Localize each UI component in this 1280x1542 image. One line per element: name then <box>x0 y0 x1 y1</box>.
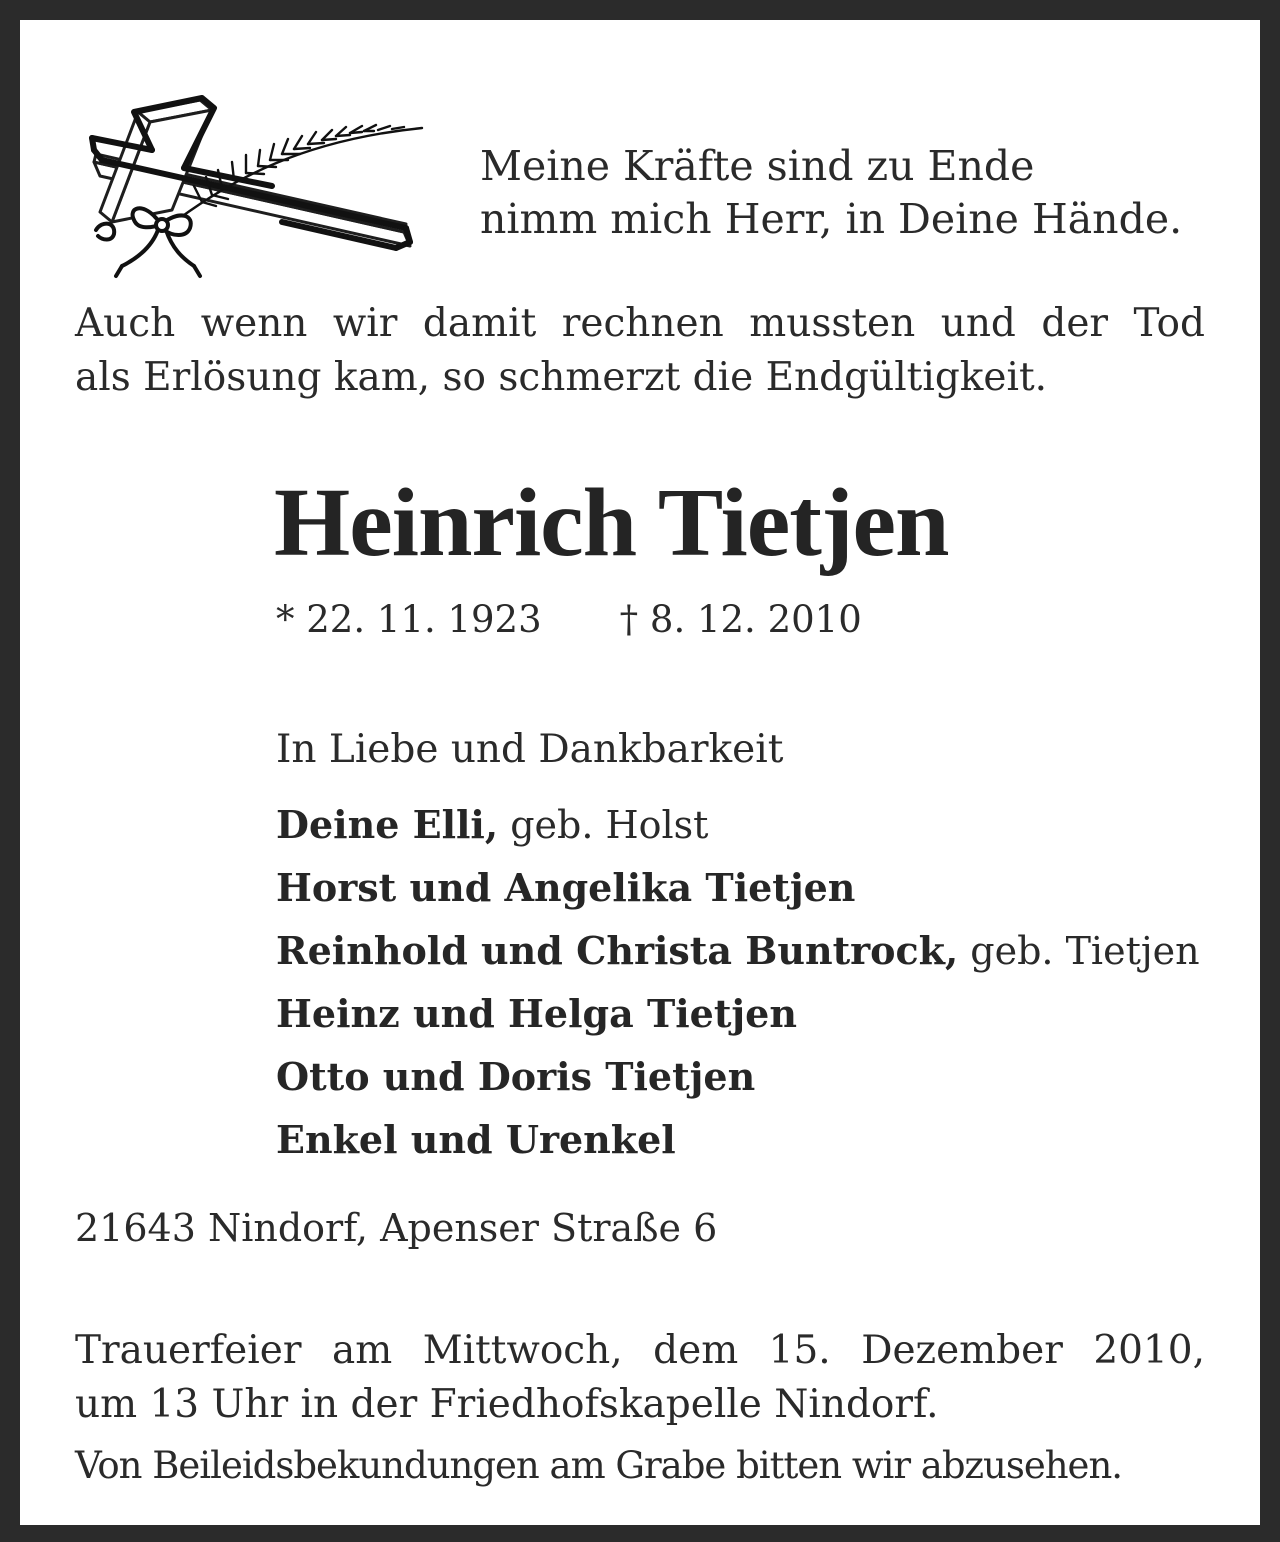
cross-with-palm-branch-icon <box>72 90 442 280</box>
deceased-name: Heinrich Tietjen <box>274 469 949 577</box>
mourner-suffix: geb. Holst <box>498 803 709 847</box>
dedication: In Liebe und Dankbarkeit <box>276 727 784 772</box>
mourner-name: Reinhold und Christa Buntrock, <box>276 928 959 973</box>
mourner-name: Deine Elli, <box>276 802 499 847</box>
verse-line-2: nimm mich Herr, in Deine Hände. <box>480 195 1183 243</box>
intro-line-2: als Erlösung kam, so schmerzt die Endgültigkeit. <box>75 355 1048 400</box>
obituary-card <box>20 20 1260 1525</box>
mourner-name: Otto und Doris Tietjen <box>276 1054 756 1099</box>
mourner-line <box>276 1048 1200 1111</box>
mourner-suffix: geb. Tietjen <box>958 929 1200 973</box>
funeral-service-info <box>75 1324 1205 1432</box>
death-date: † 8. 12. 2010 <box>619 598 862 641</box>
verse-line-1: Meine Kräfte sind zu Ende <box>480 142 1035 190</box>
mourner-line <box>276 859 1200 922</box>
service-line-2: um 13 Uhr in der Friedhofskapelle Nindorf. <box>75 1382 939 1427</box>
mourner-name: Heinz und Helga Tietjen <box>276 991 797 1036</box>
bible-verse <box>480 140 1182 246</box>
mourner-line <box>276 1111 1200 1174</box>
mourner-name: Enkel und Urenkel <box>276 1117 676 1162</box>
intro-line-1: Auch wenn wir damit rechnen mussten und der Tod <box>75 301 1205 346</box>
family-address: 21643 Nindorf, Apenser Straße 6 <box>75 1206 718 1250</box>
mourner-line <box>276 985 1200 1048</box>
mourner-line <box>276 796 1200 859</box>
mourner-name: Horst und Angelika Tietjen <box>276 865 856 910</box>
condolence-request: Von Beileidsbekundungen am Grabe bitten wir abzusehen. <box>75 1444 1123 1487</box>
service-line-1: Trauerfeier am Mittwoch, dem 15. Dezember 2010, <box>75 1328 1205 1373</box>
intro-text <box>75 297 1205 405</box>
mourners-list <box>276 796 1200 1174</box>
life-dates <box>276 598 862 642</box>
birth-date: * 22. 11. 1923 <box>276 598 542 641</box>
mourner-line <box>276 922 1200 985</box>
